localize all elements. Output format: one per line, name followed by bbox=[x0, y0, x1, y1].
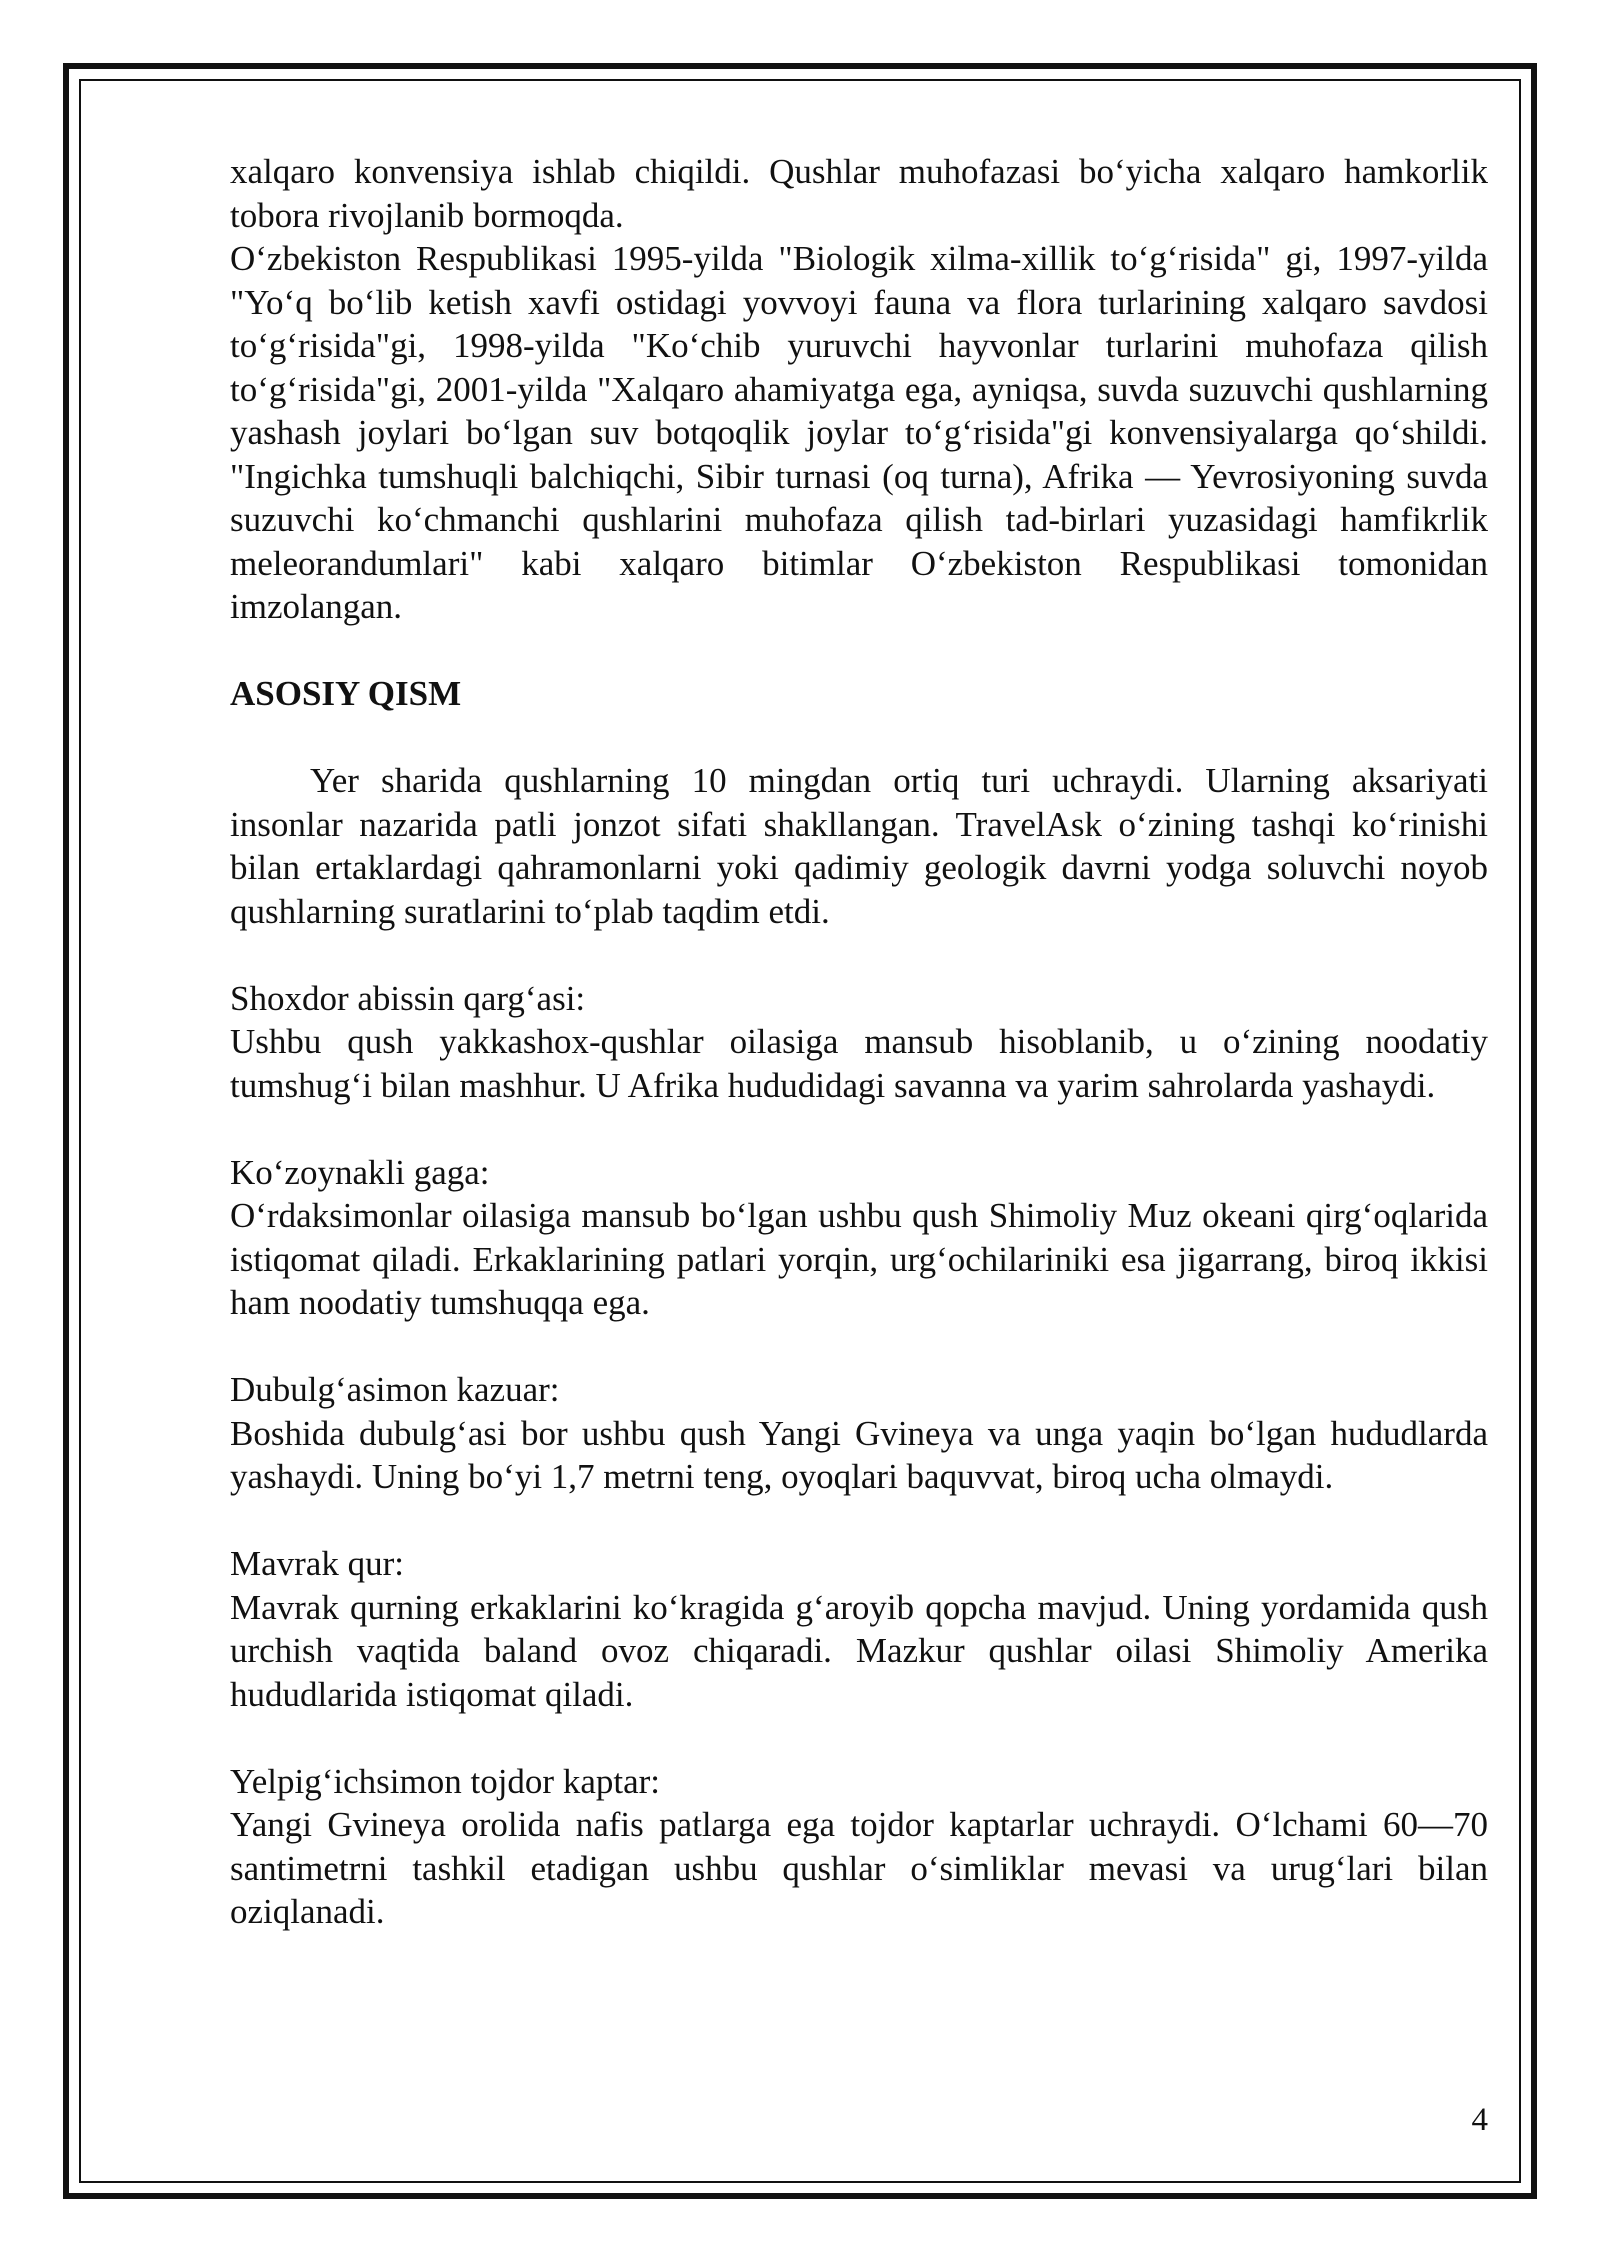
bird-name: Shoxdor abissin qarg‘asi: bbox=[230, 978, 586, 1018]
bird-description: Mavrak qurning erkaklarini ko‘kragida g‘aroyib qopcha mavjud. Uning yordamida qush urchish vaqtida baland ovoz chiqaradi. Mazkur qushlar oilasi Shimoliy Amerika hududlarida istiqomat qiladi. bbox=[230, 1587, 1488, 1714]
bird-name: Yelpig‘ichsimon tojdor kaptar: bbox=[230, 1761, 661, 1801]
bird-name: Ko‘zoynakli gaga: bbox=[230, 1152, 490, 1192]
bird-description: Ushbu qush yakkashox-qushlar oilasiga mansub hisoblanib, u o‘zining noodatiy tumshug‘i bilan mashhur. U Afrika hududidagi savanna va yarim sahrolarda yashaydi. bbox=[230, 1022, 1488, 1105]
page-content bbox=[230, 150, 1488, 1934]
bird-description: O‘rdaksimonlar oilasiga mansub bo‘lgan ushbu qush Shimoliy Muz okeani qirg‘oqlarida istiqomat qiladi. Erkaklarining patlari yorqin, urg‘ochilariniki esa jigarrang, biroq ikkisi ham noodatiy tumshuqqa ega. bbox=[230, 1196, 1488, 1322]
intro-paragraph-2: O‘zbekiston Respublikasi 1995-yilda "Biologik xilma-xillik to‘g‘risida" gi, 1997-yilda "Yo‘q bo‘lib ketish xavfi ostidagi yovvoyi fauna va flora turlarining xalqaro savdosi to‘g‘risida"gi, 1998-yilda "Ko‘chib yuruvchi hayvonlar turlarini muhofaza qilish to‘g‘risida"gi, 2001-yilda "Xalqaro ahamiyatga ega, ayniqsa, suvda suzuvchi qushlarning yashash joylari bo‘lgan suv botqoqlik joylar to‘g‘risida"gi konvensiyalarga qo‘shildi. "Ingichka tumshuqli balchiqchi, Sibir turnasi (oq turna), Afrika — Yevrosiyoning suvda suzuvchi ko‘chmanchi qushlarini muhofaza qilish tad-birlari yuzasidagi hamfikrlik meleorandumlari" kabi xalqaro bitimlar O‘zbekiston Respublikasi tomonidan imzolangan. bbox=[230, 239, 1488, 626]
page-number: 4 bbox=[1471, 2102, 1488, 2138]
bird-description: Boshida dubulg‘asi bor ushbu qush Yangi Gvineya va unga yaqin bo‘lgan hududlarda yashaydi. Uning bo‘yi 1,7 metrni teng, oyoqlari baquvvat, biroq ucha olmaydi. bbox=[230, 1413, 1488, 1496]
bird-name: Mavrak qur: bbox=[230, 1544, 404, 1583]
bird-name: Dubulg‘asimon kazuar: bbox=[230, 1370, 560, 1409]
intro-paragraph-1: xalqaro konvensiya ishlab chiqildi. Qushlar muhofazasi bo‘yicha xalqaro hamkorlik tobora rivojlanib bormoqda. bbox=[230, 152, 1488, 235]
section-title: ASOSIY QISM bbox=[230, 674, 462, 713]
lead-paragraph: Yer sharida qushlarning 10 mingdan ortiq turi uchraydi. Ularning aksariyati insonlar nazarida patli jonzot sifati shakllangan. TravelAsk o‘zining tashqi ko‘rinishi bilan ertaklardagi qahramonlarni yoki qadimiy geologik davrni yodga soluvchi noyob qushlarning suratlarini to‘plab taqdim etdi. bbox=[230, 761, 1488, 931]
bird-description: Yangi Gvineya orolida nafis patlarga ega tojdor kaptarlar uchraydi. O‘lchami 60—70 santimetrni tashkil etadigan ushbu qushlar o‘simliklar mevasi va urug‘lari bilan oziqlanadi. bbox=[230, 1805, 1488, 1931]
